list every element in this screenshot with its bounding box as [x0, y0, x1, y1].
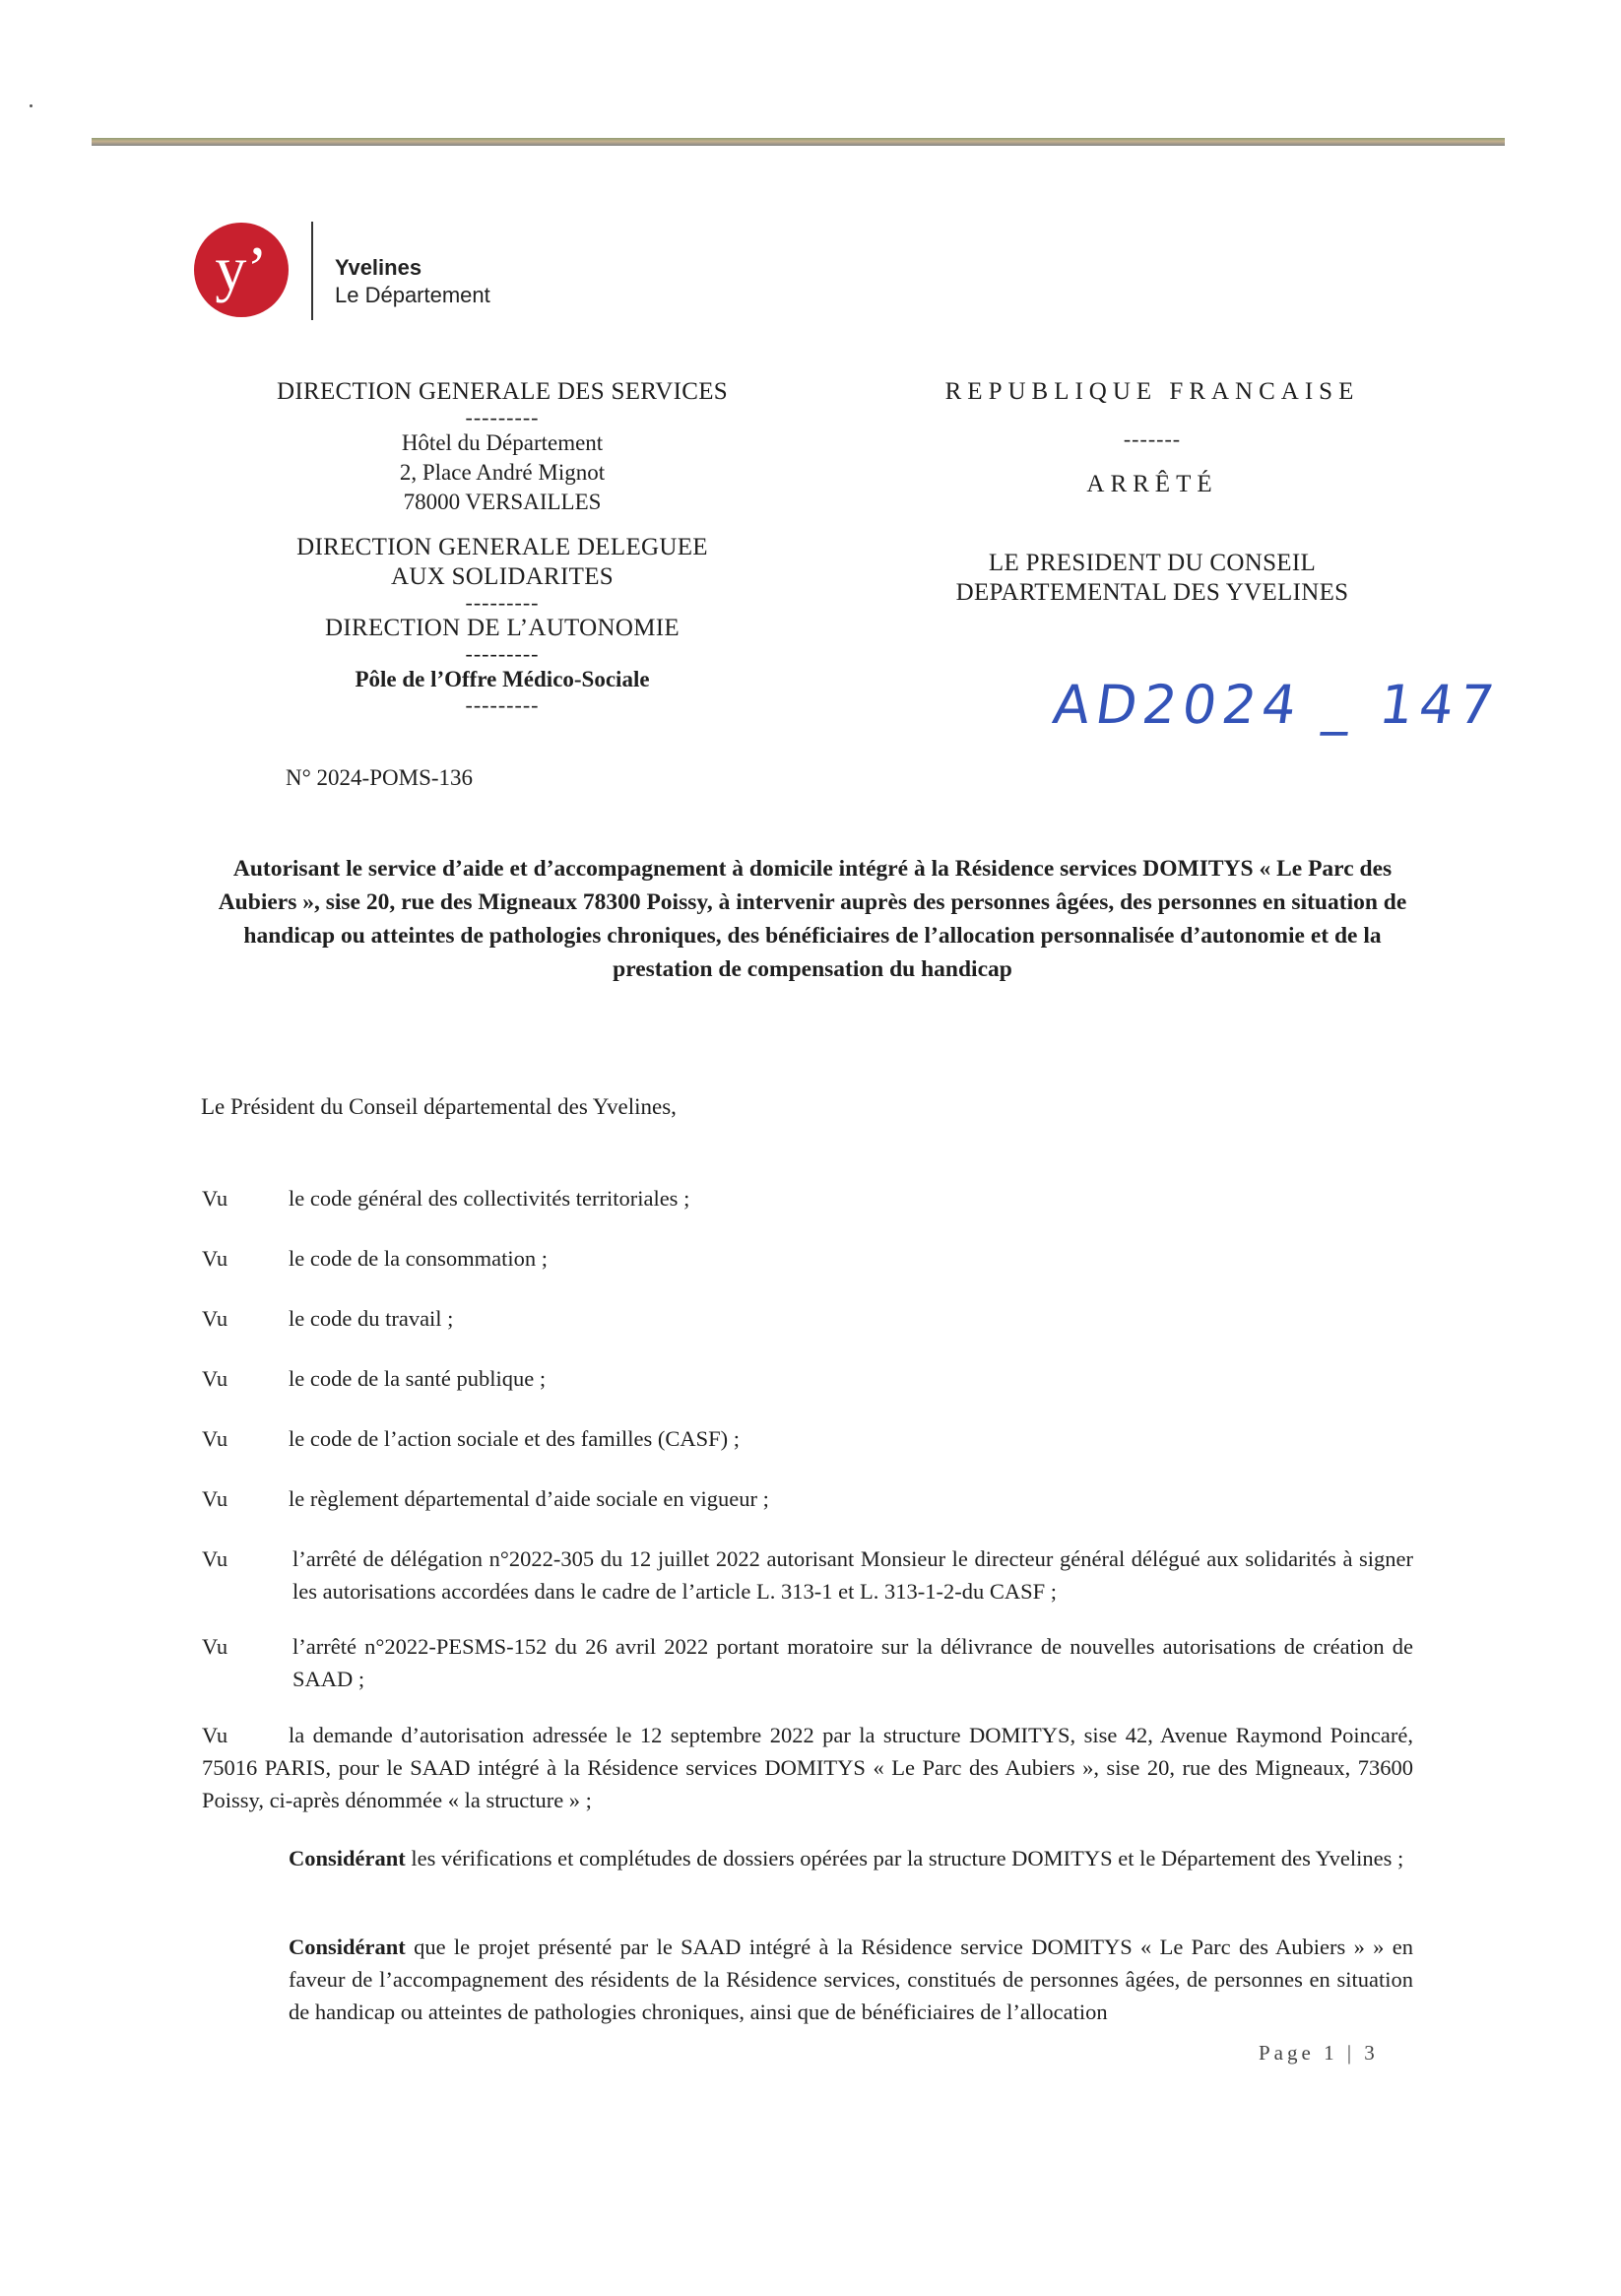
president-heading-1: LE PRESIDENT DU CONSEIL [988, 550, 1317, 576]
right-header [847, 377, 1458, 608]
considerant-line [289, 1842, 1413, 1874]
logo-name: Yvelines [335, 255, 422, 280]
top-rule [92, 138, 1505, 146]
considerant-keyword: Considérant [289, 1935, 406, 1959]
vu-text: la demande d’autorisation adressée le 12 septembre 2022 par la structure DOMITYS, sise 42, Avenue Raymond Poincaré, 75016 PARIS, pour le SAAD intégré à la Résidence services DOMITYS « Le Parc des Aubiers », sise 20, rue des Migneaux, 73600 Poissy, ci-après dénommée « la structure » ; [202, 1723, 1413, 1812]
vu-keyword: Vu [202, 1186, 228, 1211]
arrete-subject: Autorisant le service d’aide et d’accompagnement à domicile intégré à la Résidence services DOMITYS « Le Parc des Aubiers », sise 20, rue des Migneaux 78300 Poissy, à intervenir auprès des personnes âgées, des personnes en situation de handicap ou atteintes de pathologies chroniques, des bénéficiaires de l’allocation personnalisée d’autonomie et de la prestation de compensation du handicap [218, 856, 1407, 982]
vu-text: le code de la santé publique ; [289, 1366, 547, 1391]
pole-heading: Pôle de l’Offre Médico-Sociale [355, 667, 650, 691]
dgd-heading-2: AUX SOLIDARITES [390, 563, 615, 590]
separator: --------- [465, 590, 540, 615]
considerant-line [289, 1931, 1413, 2028]
logo-subtitle: Le Département [335, 283, 490, 307]
page-number: Page 1 | 3 [1259, 2041, 1379, 2065]
left-header [197, 377, 808, 716]
address-line-1: Hôtel du Département [401, 430, 604, 455]
svg-text:y’: y’ [215, 233, 268, 303]
logo-divider [311, 222, 313, 320]
vu-text: l’arrêté n°2022-PESMS-152 du 26 avril 2022 portant moratoire sur la délivrance de nouvelles autorisations de création de SAAD ; [292, 1634, 1413, 1691]
separator: --------- [465, 641, 540, 666]
vu-keyword: Vu [202, 1486, 228, 1511]
yvelines-logo-icon [194, 223, 289, 317]
president-intro: Le Président du Conseil départemental des Yvelines, [201, 1094, 677, 1119]
vu-text: le code du travail ; [289, 1306, 454, 1331]
considerant-keyword: Considérant [289, 1846, 406, 1870]
vu-text: le code général des collectivités territoriales ; [289, 1186, 690, 1211]
separator: ------- [1123, 426, 1182, 451]
vu-keyword: Vu [202, 1366, 228, 1391]
separator: --------- [465, 692, 540, 717]
vu-item [202, 1630, 1413, 1695]
considerant-item [202, 1842, 1413, 1874]
dgs-heading: DIRECTION GENERALE DES SERVICES [277, 378, 728, 405]
considerant-text: les vérifications et complétudes de dossiers opérées par la structure DOMITYS et le Département des Yvelines ; [411, 1846, 1404, 1870]
vu-item [202, 1302, 1413, 1335]
republique-heading: REPUBLIQUE FRANCAISE [944, 378, 1360, 405]
vu-text: le code de la consommation ; [289, 1246, 549, 1271]
arrete-heading: ARRÊTÉ [1086, 471, 1218, 497]
vu-item [202, 1482, 1413, 1515]
vu-text: le code de l’action sociale et des familles (CASF) ; [289, 1426, 740, 1451]
address-line-3: 78000 VERSAILLES [403, 490, 602, 514]
handwritten-reference: AD2024 _ 147 [1049, 674, 1504, 736]
vu-text: le règlement départemental d’aide sociale en vigueur ; [289, 1486, 769, 1511]
considerant-text: que le projet présenté par le SAAD intégré à la Résidence service DOMITYS « Le Parc des Aubiers » » en faveur de l’accompagnement des résidents de la Résidence services, constitués de personnes âgées, de personnes en situation de handicap ou atteintes de pathologies chroniques, ainsi que de bénéficiaires de l’allocation [289, 1935, 1413, 2024]
vu-item [202, 1182, 1413, 1214]
vu-keyword: Vu [202, 1634, 228, 1659]
vu-item [202, 1362, 1413, 1395]
scan-speck [30, 104, 32, 107]
vu-keyword: Vu [202, 1246, 228, 1271]
vu-keyword: Vu [202, 1546, 228, 1571]
vu-item [202, 1542, 1413, 1607]
considerant-item [202, 1931, 1413, 2028]
president-heading-2: DEPARTEMENTAL DES YVELINES [955, 579, 1349, 606]
dgd-heading-1: DIRECTION GENERALE DELEGUEE [296, 534, 708, 560]
separator: --------- [465, 405, 540, 429]
vu-keyword: Vu [202, 1306, 228, 1331]
vu-text: l’arrêté de délégation n°2022-305 du 12 juillet 2022 autorisant Monsieur le directeur général délégué aux solidarités à signer les autorisations accordées dans le cadre de l’article L. 313-1 et L. 313-1-2-du CASF ; [292, 1546, 1413, 1604]
vu-item [202, 1719, 1413, 1816]
vu-keyword: Vu [202, 1723, 228, 1747]
logo-text [335, 254, 490, 309]
arrete-number: N° 2024-POMS-136 [286, 765, 474, 790]
vu-item [202, 1242, 1413, 1275]
vu-keyword: Vu [202, 1426, 228, 1451]
address-line-2: 2, Place André Mignot [399, 460, 606, 485]
autonomie-heading: DIRECTION DE L’AUTONOMIE [325, 615, 680, 641]
vu-item [202, 1422, 1413, 1455]
